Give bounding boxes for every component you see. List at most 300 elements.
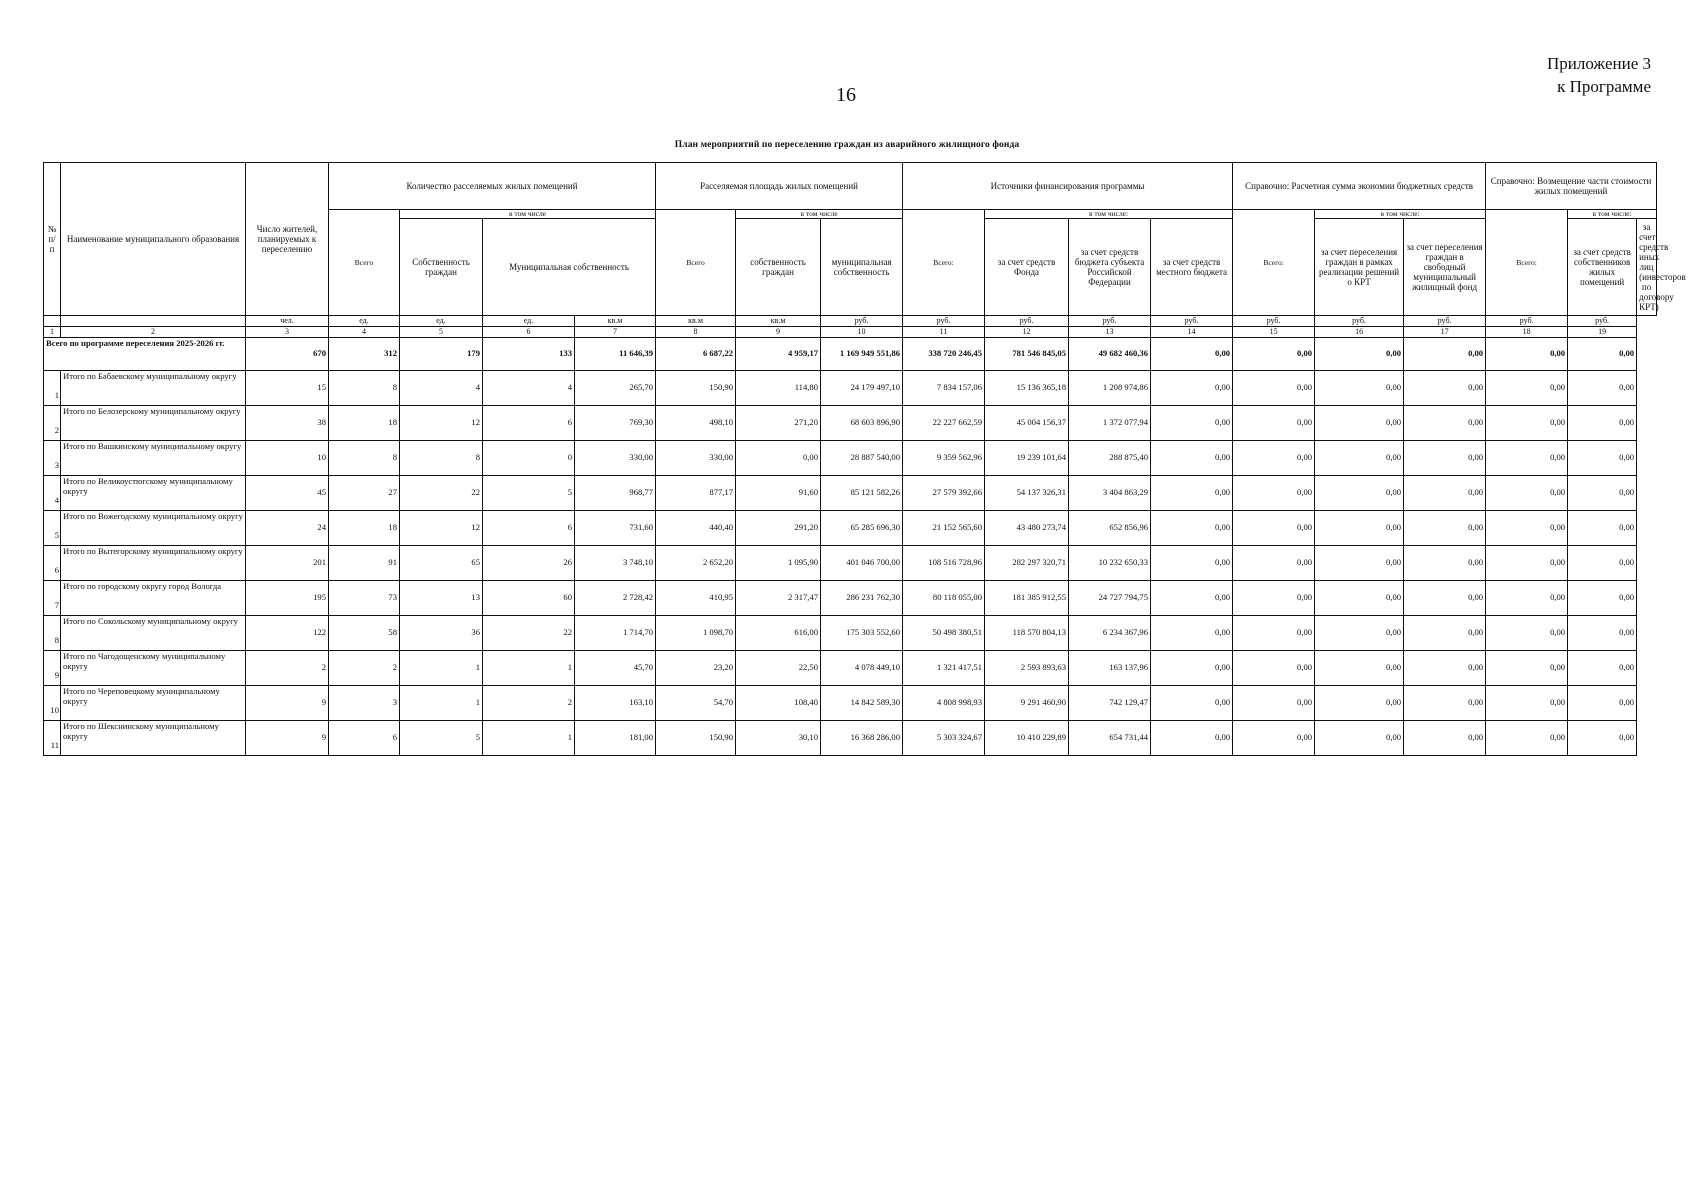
value-cell: 291,20 — [736, 511, 821, 546]
value-cell: 0,00 — [1315, 546, 1404, 581]
column-number-cell: 4 — [329, 327, 400, 338]
value-cell: 9 — [246, 721, 329, 756]
value-cell: 0,00 — [1151, 441, 1233, 476]
unit-cell: руб. — [903, 316, 985, 327]
total-value-cell: 49 682 460,36 — [1069, 338, 1151, 371]
value-cell: 14 842 589,30 — [821, 686, 903, 721]
value-cell: 4 808 998,93 — [903, 686, 985, 721]
value-cell: 0,00 — [1486, 371, 1568, 406]
row-index: 4 — [44, 476, 61, 511]
unit-cell: руб. — [1233, 316, 1315, 327]
value-cell: 27 579 392,66 — [903, 476, 985, 511]
value-cell: 163 137,96 — [1069, 651, 1151, 686]
value-cell: 201 — [246, 546, 329, 581]
total-value-cell: 0,00 — [1151, 338, 1233, 371]
value-cell: 265,70 — [575, 371, 656, 406]
value-cell: 2 317,47 — [736, 581, 821, 616]
value-cell: 65 — [400, 546, 483, 581]
total-value-cell: 6 687,22 — [656, 338, 736, 371]
value-cell: 0,00 — [1568, 441, 1637, 476]
value-cell: 4 078 449,10 — [821, 651, 903, 686]
value-cell: 10 232 650,33 — [1069, 546, 1151, 581]
header-premises-total: Всего — [329, 210, 400, 316]
value-cell: 0,00 — [1233, 546, 1315, 581]
header-compensation-including: в том числе: — [1568, 210, 1657, 219]
value-cell: 43 480 273,74 — [985, 511, 1069, 546]
value-cell: 0,00 — [1233, 441, 1315, 476]
value-cell: 440,40 — [656, 511, 736, 546]
row-index: 9 — [44, 651, 61, 686]
table-row — [44, 406, 1657, 441]
unit-cell: ед. — [400, 316, 483, 327]
units-row — [44, 316, 1657, 327]
value-cell: 0,00 — [1315, 476, 1404, 511]
column-number-cell: 8 — [656, 327, 736, 338]
header-residents: Число жителей, планируемых к переселению — [246, 163, 329, 316]
value-cell: 9 — [246, 686, 329, 721]
table-row — [44, 616, 1657, 651]
value-cell: 5 303 324,67 — [903, 721, 985, 756]
value-cell: 286 231 762,30 — [821, 581, 903, 616]
column-number-cell: 3 — [246, 327, 329, 338]
total-value-cell: 179 — [400, 338, 483, 371]
value-cell: 24 727 794,75 — [1069, 581, 1151, 616]
total-value-cell: 4 959,17 — [736, 338, 821, 371]
header-group-financing: Источники финансирования программы — [903, 163, 1233, 210]
value-cell: 0,00 — [1315, 616, 1404, 651]
value-cell: 108 516 728,96 — [903, 546, 985, 581]
value-cell: 0,00 — [1315, 721, 1404, 756]
value-cell: 91,60 — [736, 476, 821, 511]
value-cell: 271,20 — [736, 406, 821, 441]
value-cell: 0,00 — [1486, 651, 1568, 686]
total-value-cell: 133 — [483, 338, 575, 371]
header-compensation-total: Всего: — [1486, 210, 1568, 316]
value-cell: 65 285 696,30 — [821, 511, 903, 546]
value-cell: 16 368 286,00 — [821, 721, 903, 756]
value-cell: 54,70 — [656, 686, 736, 721]
header-compensation-investors: за счет средств иных лиц (инвесторов по договору КРТ) — [1637, 219, 1657, 316]
value-cell: 0,00 — [1404, 476, 1486, 511]
value-cell: 22 — [483, 616, 575, 651]
value-cell: 27 — [329, 476, 400, 511]
header-group-compensation: Справочно: Возмещение части стоимости жилых помещений — [1486, 163, 1657, 210]
value-cell: 23,20 — [656, 651, 736, 686]
value-cell: 769,30 — [575, 406, 656, 441]
total-row-name: Всего по программе переселения 2025-2026 гг. — [44, 338, 246, 371]
value-cell: 0,00 — [1233, 371, 1315, 406]
header-economy-krt: за счет переселения граждан в рамках реализации решений о КРТ — [1315, 219, 1404, 316]
value-cell: 195 — [246, 581, 329, 616]
row-index: 10 — [44, 686, 61, 721]
value-cell: 6 — [483, 511, 575, 546]
value-cell: 0,00 — [1233, 476, 1315, 511]
value-cell: 85 121 582,26 — [821, 476, 903, 511]
municipality-name: Итого по Вытегорскому муниципальному округу — [61, 546, 246, 581]
value-cell: 73 — [329, 581, 400, 616]
value-cell: 0,00 — [1233, 686, 1315, 721]
value-cell: 3 — [329, 686, 400, 721]
value-cell: 2 — [483, 686, 575, 721]
value-cell: 0,00 — [1151, 511, 1233, 546]
value-cell: 0,00 — [1151, 651, 1233, 686]
column-number-cell: 1 — [44, 327, 61, 338]
unit-cell: руб. — [821, 316, 903, 327]
unit-cell: руб. — [1486, 316, 1568, 327]
municipality-name: Итого по Череповецкому муниципальному округу — [61, 686, 246, 721]
column-number-cell: 5 — [400, 327, 483, 338]
value-cell: 0,00 — [1151, 406, 1233, 441]
value-cell: 4 — [400, 371, 483, 406]
value-cell: 45 — [246, 476, 329, 511]
value-cell: 0,00 — [1486, 546, 1568, 581]
value-cell: 0,00 — [1568, 546, 1637, 581]
column-number-cell: 7 — [575, 327, 656, 338]
value-cell: 877,17 — [656, 476, 736, 511]
unit-cell: руб. — [1069, 316, 1151, 327]
value-cell: 0,00 — [1568, 686, 1637, 721]
value-cell: 21 152 565,60 — [903, 511, 985, 546]
value-cell: 36 — [400, 616, 483, 651]
value-cell: 12 — [400, 406, 483, 441]
value-cell: 0,00 — [1315, 686, 1404, 721]
table-row — [44, 546, 1657, 581]
unit-cell: руб. — [985, 316, 1069, 327]
value-cell: 0,00 — [1486, 511, 1568, 546]
appendix-line-1: Приложение 3 — [1547, 54, 1651, 73]
value-cell: 0,00 — [1233, 406, 1315, 441]
value-cell: 0,00 — [1151, 476, 1233, 511]
page-number: 16 — [836, 84, 856, 106]
value-cell: 2 728,42 — [575, 581, 656, 616]
value-cell: 0,00 — [1568, 651, 1637, 686]
table-body — [44, 316, 1657, 756]
value-cell: 0,00 — [1486, 686, 1568, 721]
value-cell: 6 — [483, 406, 575, 441]
document-title: План мероприятий по переселению граждан из аварийного жилищного фонда — [674, 140, 1020, 150]
row-index: 7 — [44, 581, 61, 616]
value-cell: 0,00 — [1404, 371, 1486, 406]
value-cell: 0,00 — [1404, 651, 1486, 686]
value-cell: 0,00 — [1404, 616, 1486, 651]
value-cell: 0,00 — [1233, 581, 1315, 616]
value-cell: 5 — [483, 476, 575, 511]
value-cell: 0,00 — [1151, 686, 1233, 721]
value-cell: 60 — [483, 581, 575, 616]
table-row — [44, 371, 1657, 406]
total-value-cell: 0,00 — [1568, 338, 1637, 371]
value-cell: 0,00 — [1404, 686, 1486, 721]
unit-cell — [44, 316, 61, 327]
header-financing-total: Всего: — [903, 210, 985, 316]
column-number-cell: 18 — [1486, 327, 1568, 338]
table-row — [44, 441, 1657, 476]
municipality-name: Итого по Великоустюгскому муниципальному округу — [61, 476, 246, 511]
header-area-municipal: муниципальная собственность — [821, 219, 903, 316]
column-number-cell: 14 — [1151, 327, 1233, 338]
value-cell: 1 372 077,94 — [1069, 406, 1151, 441]
value-cell: 8 — [329, 371, 400, 406]
value-cell: 0,00 — [1315, 371, 1404, 406]
total-value-cell: 312 — [329, 338, 400, 371]
value-cell: 0,00 — [1404, 406, 1486, 441]
value-cell: 0,00 — [1568, 581, 1637, 616]
value-cell: 2 — [246, 651, 329, 686]
column-number-cell: 15 — [1233, 327, 1315, 338]
column-numbers-row — [44, 327, 1657, 338]
table-row — [44, 476, 1657, 511]
value-cell: 0,00 — [1568, 406, 1637, 441]
value-cell: 0,00 — [1486, 721, 1568, 756]
value-cell: 498,10 — [656, 406, 736, 441]
unit-cell: кв.м — [656, 316, 736, 327]
municipality-name: Итого по Вашкинскому муниципальному округу — [61, 441, 246, 476]
value-cell: 731,60 — [575, 511, 656, 546]
value-cell: 0,00 — [1233, 651, 1315, 686]
unit-cell: кв.м — [575, 316, 656, 327]
municipality-name: Итого по Вожегодскому муниципальному округу — [61, 511, 246, 546]
column-number-cell: 2 — [61, 327, 246, 338]
value-cell: 26 — [483, 546, 575, 581]
column-number-cell: 13 — [1069, 327, 1151, 338]
value-cell: 6 — [329, 721, 400, 756]
value-cell: 18 — [329, 511, 400, 546]
value-cell: 22 227 662,59 — [903, 406, 985, 441]
value-cell: 0,00 — [1151, 581, 1233, 616]
appendix-line-2: к Программе — [1557, 77, 1651, 96]
value-cell: 0,00 — [1404, 511, 1486, 546]
header-financing-fund: за счет средств Фонда — [985, 219, 1069, 316]
value-cell: 10 — [246, 441, 329, 476]
value-cell: 13 — [400, 581, 483, 616]
value-cell: 2 652,20 — [656, 546, 736, 581]
unit-cell: руб. — [1151, 316, 1233, 327]
header-economy-free-fund: за счет переселения граждан в свободный муниципальный жилищный фонд — [1404, 219, 1486, 316]
value-cell: 401 046 700,00 — [821, 546, 903, 581]
total-value-cell: 781 546 845,05 — [985, 338, 1069, 371]
header-financing-local-budget: за счет средств местного бюджета — [1151, 219, 1233, 316]
value-cell: 0,00 — [1151, 721, 1233, 756]
row-index: 8 — [44, 616, 61, 651]
value-cell: 0,00 — [1568, 371, 1637, 406]
unit-cell: кв.м — [736, 316, 821, 327]
table-row — [44, 686, 1657, 721]
value-cell: 30,10 — [736, 721, 821, 756]
table-row — [44, 651, 1657, 686]
value-cell: 0,00 — [1315, 406, 1404, 441]
header-premises-municipal: Муниципальная собственность — [483, 219, 656, 316]
value-cell: 15 136 365,18 — [985, 371, 1069, 406]
value-cell: 10 410 229,89 — [985, 721, 1069, 756]
value-cell: 6 234 367,96 — [1069, 616, 1151, 651]
unit-cell: руб. — [1404, 316, 1486, 327]
value-cell: 0,00 — [1233, 511, 1315, 546]
column-number-cell: 11 — [903, 327, 985, 338]
header-area-including: в том числе — [736, 210, 903, 219]
header-premises-including: в том числе — [400, 210, 656, 219]
value-cell: 3 748,10 — [575, 546, 656, 581]
value-cell: 0,00 — [1404, 721, 1486, 756]
municipality-name: Итого по Белозерскому муниципальному округу — [61, 406, 246, 441]
header-economy-including: в том числе: — [1315, 210, 1486, 219]
value-cell: 282 297 320,71 — [985, 546, 1069, 581]
header-area-citizens: собственность граждан — [736, 219, 821, 316]
value-cell: 0,00 — [1315, 581, 1404, 616]
value-cell: 0,00 — [1315, 651, 1404, 686]
municipality-name: Итого по Сокольскому муниципальному округу — [61, 616, 246, 651]
value-cell: 0,00 — [1151, 546, 1233, 581]
value-cell: 9 291 460,90 — [985, 686, 1069, 721]
value-cell: 28 887 540,00 — [821, 441, 903, 476]
value-cell: 45 004 156,37 — [985, 406, 1069, 441]
header-group-premises: Количество расселяемых жилых помещений — [329, 163, 656, 210]
header-financing-including: в том числе: — [985, 210, 1233, 219]
header-group-economy: Справочно: Расчетная сумма экономии бюджетных средств — [1233, 163, 1486, 210]
municipality-name: Итого по городскому округу город Вологда — [61, 581, 246, 616]
value-cell: 38 — [246, 406, 329, 441]
row-index: 3 — [44, 441, 61, 476]
value-cell: 12 — [400, 511, 483, 546]
appendix-caption — [1547, 52, 1651, 98]
value-cell: 2 — [329, 651, 400, 686]
row-index: 6 — [44, 546, 61, 581]
value-cell: 58 — [329, 616, 400, 651]
value-cell: 181,00 — [575, 721, 656, 756]
value-cell: 22,50 — [736, 651, 821, 686]
column-number-cell: 17 — [1404, 327, 1486, 338]
total-value-cell: 11 646,39 — [575, 338, 656, 371]
column-number-cell: 16 — [1315, 327, 1404, 338]
value-cell: 0,00 — [1486, 441, 1568, 476]
column-number-cell: 6 — [483, 327, 575, 338]
value-cell: 654 731,44 — [1069, 721, 1151, 756]
value-cell: 2 593 893,63 — [985, 651, 1069, 686]
total-value-cell: 1 169 949 551,86 — [821, 338, 903, 371]
value-cell: 1 208 974,86 — [1069, 371, 1151, 406]
value-cell: 0,00 — [1404, 581, 1486, 616]
value-cell: 0,00 — [1486, 406, 1568, 441]
value-cell: 0,00 — [1486, 476, 1568, 511]
value-cell: 0,00 — [1568, 721, 1637, 756]
value-cell: 1 — [483, 651, 575, 686]
header-area-total: Всего — [656, 210, 736, 316]
value-cell: 80 118 055,00 — [903, 581, 985, 616]
value-cell: 0 — [483, 441, 575, 476]
unit-cell: руб. — [1568, 316, 1637, 327]
value-cell: 1 321 417,51 — [903, 651, 985, 686]
value-cell: 68 603 896,90 — [821, 406, 903, 441]
value-cell: 1 095,90 — [736, 546, 821, 581]
value-cell: 150,90 — [656, 371, 736, 406]
value-cell: 0,00 — [1486, 581, 1568, 616]
table-row — [44, 511, 1657, 546]
total-value-cell: 0,00 — [1404, 338, 1486, 371]
value-cell: 1 714,70 — [575, 616, 656, 651]
total-row — [44, 338, 1657, 371]
value-cell: 0,00 — [1568, 511, 1637, 546]
value-cell: 91 — [329, 546, 400, 581]
value-cell: 22 — [400, 476, 483, 511]
value-cell: 181 385 912,55 — [985, 581, 1069, 616]
column-number-cell: 12 — [985, 327, 1069, 338]
value-cell: 24 — [246, 511, 329, 546]
total-value-cell: 0,00 — [1233, 338, 1315, 371]
value-cell: 45,70 — [575, 651, 656, 686]
value-cell: 968,77 — [575, 476, 656, 511]
value-cell: 652 856,96 — [1069, 511, 1151, 546]
unit-cell — [61, 316, 246, 327]
value-cell: 1 098,70 — [656, 616, 736, 651]
resettlement-plan-table — [43, 162, 1686, 756]
header-index: № п/п — [44, 163, 61, 316]
table-row — [44, 581, 1657, 616]
column-number-cell: 9 — [736, 327, 821, 338]
total-value-cell: 0,00 — [1486, 338, 1568, 371]
value-cell: 0,00 — [1233, 616, 1315, 651]
header-municipality-name: Наименование муниципального образования — [61, 163, 246, 316]
table-row — [44, 721, 1657, 756]
header-financing-subject-budget: за счет средств бюджета субъекта Российской Федерации — [1069, 219, 1151, 316]
row-index: 11 — [44, 721, 61, 756]
value-cell: 122 — [246, 616, 329, 651]
row-index: 5 — [44, 511, 61, 546]
value-cell: 330,00 — [656, 441, 736, 476]
value-cell: 50 498 380,51 — [903, 616, 985, 651]
value-cell: 330,00 — [575, 441, 656, 476]
value-cell: 288 875,40 — [1069, 441, 1151, 476]
municipality-name: Итого по Шекснинскому муниципальному округу — [61, 721, 246, 756]
unit-cell: ед. — [329, 316, 400, 327]
row-index: 2 — [44, 406, 61, 441]
value-cell: 54 137 326,31 — [985, 476, 1069, 511]
value-cell: 0,00 — [1315, 441, 1404, 476]
value-cell: 0,00 — [1404, 546, 1486, 581]
value-cell: 742 129,47 — [1069, 686, 1151, 721]
value-cell: 0,00 — [1568, 616, 1637, 651]
unit-cell: чел. — [246, 316, 329, 327]
value-cell: 8 — [400, 441, 483, 476]
municipality-name: Итого по Бабаевскому муниципальному округу — [61, 371, 246, 406]
value-cell: 0,00 — [1151, 616, 1233, 651]
value-cell: 616,00 — [736, 616, 821, 651]
value-cell: 1 — [400, 686, 483, 721]
row-index: 1 — [44, 371, 61, 406]
value-cell: 175 303 552,60 — [821, 616, 903, 651]
unit-cell: ед. — [483, 316, 575, 327]
value-cell: 0,00 — [1151, 371, 1233, 406]
value-cell: 0,00 — [1486, 616, 1568, 651]
value-cell: 15 — [246, 371, 329, 406]
value-cell: 5 — [400, 721, 483, 756]
value-cell: 9 359 562,96 — [903, 441, 985, 476]
column-number-cell: 19 — [1568, 327, 1637, 338]
value-cell: 1 — [400, 651, 483, 686]
value-cell: 163,10 — [575, 686, 656, 721]
table-header — [44, 163, 1686, 316]
value-cell: 8 — [329, 441, 400, 476]
value-cell: 3 404 863,29 — [1069, 476, 1151, 511]
value-cell: 4 — [483, 371, 575, 406]
value-cell: 0,00 — [1568, 476, 1637, 511]
value-cell: 0,00 — [736, 441, 821, 476]
value-cell: 108,40 — [736, 686, 821, 721]
value-cell: 7 834 157,06 — [903, 371, 985, 406]
value-cell: 24 179 497,10 — [821, 371, 903, 406]
column-number-cell: 10 — [821, 327, 903, 338]
header-premises-citizens: Собственность граждан — [400, 219, 483, 316]
total-value-cell: 0,00 — [1315, 338, 1404, 371]
value-cell: 18 — [329, 406, 400, 441]
